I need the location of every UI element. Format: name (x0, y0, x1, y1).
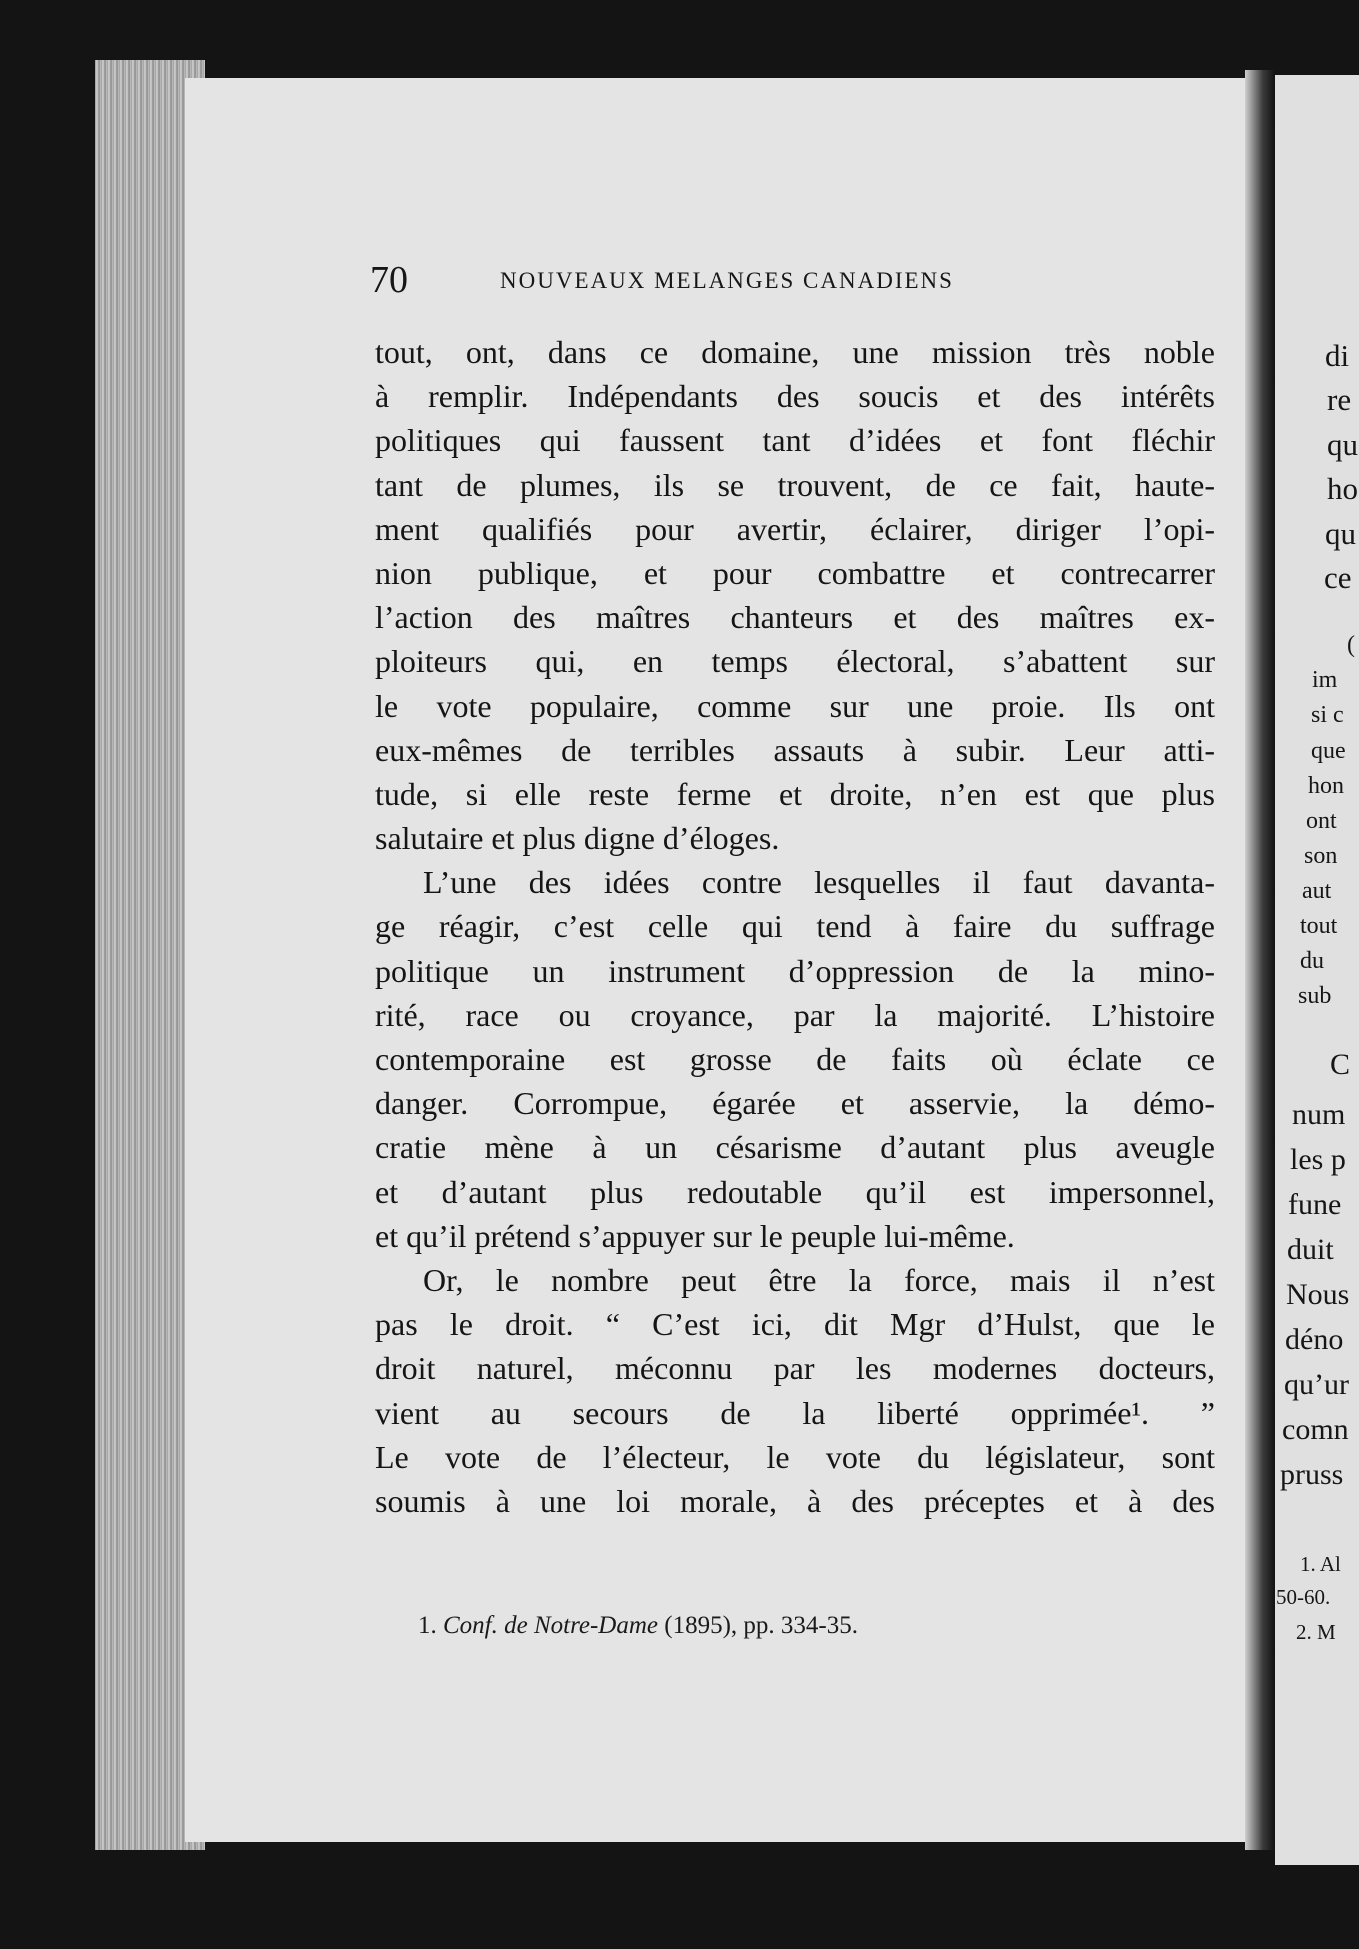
text-line: tude, si elle reste ferme et droite, n’en est que plus (375, 775, 1215, 812)
right-page-fragment: re (1327, 382, 1352, 417)
right-page-fragment: qu’ur (1284, 1368, 1349, 1401)
right-page-fragment: tout (1300, 913, 1338, 939)
text-line: cratie mène à un césarisme d’autant plus aveugle (375, 1129, 1215, 1166)
body-text (375, 330, 1215, 1523)
text-line: tant de plumes, ils se trouvent, de ce fait, haute- (375, 466, 1215, 503)
text-line: à remplir. Indépendants des soucis et des intérêts (375, 378, 1215, 415)
right-page-fragment: di (1325, 338, 1350, 373)
gutter-shadow (1245, 70, 1275, 1850)
text-line: ploiteurs qui, en temps électoral, s’abattent sur (375, 643, 1215, 680)
right-page-fragment: Nous (1286, 1278, 1350, 1311)
right-page-fragment: déno (1285, 1323, 1344, 1356)
text-line: le vote populaire, comme sur une proie. Ils ont (375, 687, 1215, 724)
text-line: politique un instrument d’oppression de la mino- (375, 952, 1215, 989)
text-line: droit naturel, méconnu par les modernes docteurs, (375, 1350, 1215, 1387)
right-page-fragment: son (1304, 843, 1338, 869)
text-line: politiques qui faussent tant d’idées et font fléchir (375, 422, 1215, 459)
right-page-fragment: duit (1287, 1233, 1334, 1266)
right-page-fragment: 50-60. (1276, 1585, 1331, 1609)
right-page-fragment: 2. M (1296, 1620, 1336, 1644)
right-page-fragment: comn (1282, 1413, 1349, 1446)
right-page-fragment: les p (1290, 1143, 1346, 1176)
right-page-fragment: aut (1302, 878, 1332, 904)
text-line: danger. Corrompue, égarée et asservie, la démo- (375, 1085, 1215, 1122)
right-page-fragment: hon (1308, 773, 1344, 799)
right-page-fragment: sub (1298, 983, 1332, 1009)
page-number: 70 (370, 259, 408, 301)
text-line: ment qualifiés pour avertir, éclairer, diriger l’opi- (375, 510, 1215, 547)
footnote-number: 1. (418, 1612, 437, 1639)
text-line: tout, ont, dans ce domaine, une mission très noble (375, 334, 1215, 370)
footnote (418, 1612, 858, 1640)
text-line: nion publique, et pour combattre et contrecarrer (375, 554, 1215, 591)
text-line: contemporaine est grosse de faits où éclate ce (375, 1041, 1215, 1077)
right-page-fragment: qu (1327, 427, 1358, 462)
text-line: rité, race ou croyance, par la majorité. L’histoire (375, 996, 1215, 1033)
right-page-fragment: num (1292, 1098, 1346, 1131)
right-page-fragment: du (1300, 948, 1324, 974)
text-line: soumis à une loi morale, à des préceptes et à des (375, 1482, 1215, 1519)
footnote-title: Conf. de Notre-Dame (443, 1612, 659, 1639)
text-line: L’une des idées contre lesquelles il faut davanta- (423, 864, 1215, 901)
right-page-fragment: que (1311, 738, 1346, 764)
right-page-fragment: si c (1311, 702, 1344, 728)
text-line: vient au secours de la liberté opprimée¹. ” (375, 1394, 1215, 1431)
right-page-fragment: qu (1325, 516, 1356, 551)
text-line: salutaire et plus digne d’éloges. (375, 820, 780, 857)
text-line: Or, le nombre peut être la force, mais il n’est (423, 1261, 1215, 1298)
right-page-fragment: C (1330, 1048, 1351, 1081)
text-line: et d’autant plus redoutable qu’il est impersonnel, (375, 1173, 1215, 1210)
text-line: pas le droit. “ C’est ici, dit Mgr d’Hulst, que le (375, 1306, 1215, 1343)
right-page-fragment: ( (1347, 632, 1355, 658)
text-line: ge réagir, c’est celle qui tend à faire du suffrage (375, 908, 1215, 945)
right-page-fragment: im (1312, 667, 1338, 693)
right-page-fragment: fune (1288, 1188, 1342, 1221)
right-page-fragment: ho (1327, 471, 1358, 506)
text-line: eux-mêmes de terribles assauts à subir. Leur atti- (375, 731, 1215, 768)
right-page-fragment: ce (1324, 560, 1352, 595)
right-page-fragment: ont (1306, 808, 1337, 834)
text-line: l’action des maîtres chanteurs et des maîtres ex- (375, 599, 1215, 636)
footnote-reference: (1895), pp. 334-35. (664, 1612, 858, 1639)
text-line: Le vote de l’électeur, le vote du législateur, sont (375, 1438, 1215, 1475)
right-page-fragment: pruss (1280, 1458, 1344, 1491)
right-page-fragment: 1. Al (1300, 1552, 1341, 1576)
running-title: NOUVEAUX MELANGES CANADIENS (500, 268, 954, 293)
text-line: et qu’il prétend s’appuyer sur le peuple lui-même. (375, 1217, 1015, 1254)
